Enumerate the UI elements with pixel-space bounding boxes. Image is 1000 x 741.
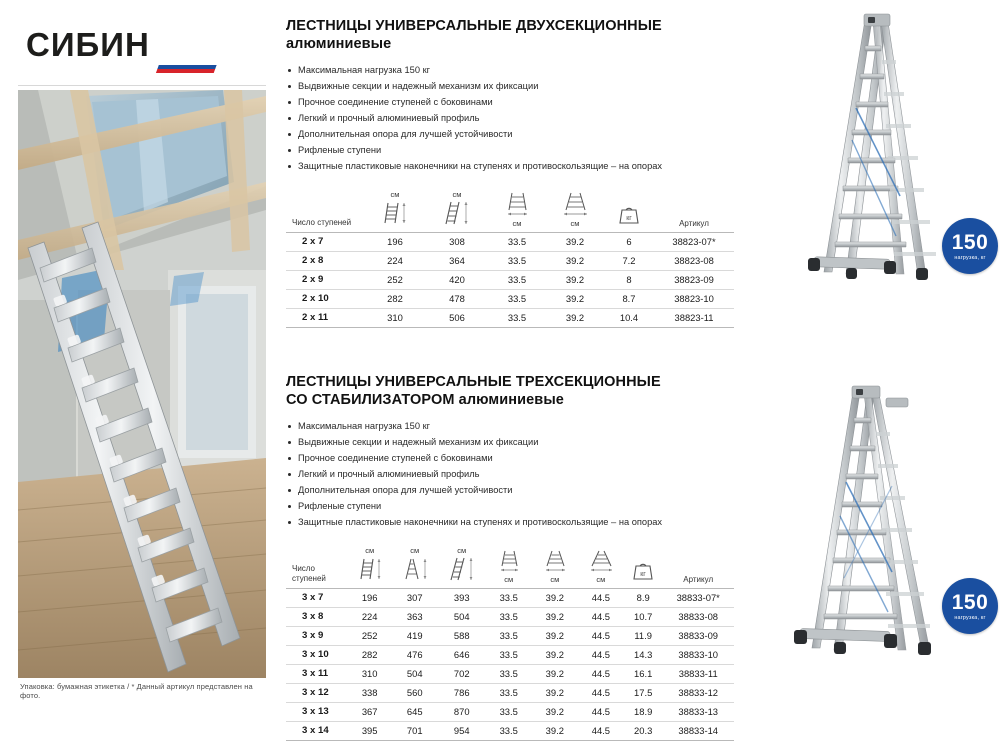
cell-steps: 3 х 12 xyxy=(286,683,348,702)
cell-extended: 504 xyxy=(438,607,486,626)
list-item: Защитные пластиковые наконечники на ступенях и противоскользящие – на опорах xyxy=(286,514,746,530)
table-row xyxy=(286,588,734,607)
list-item: Выдвижные секции и надежный механизм их фиксации xyxy=(286,434,746,450)
left-column xyxy=(18,14,266,700)
cell-width-top: 44.5 xyxy=(578,683,624,702)
cell-extended: 506 xyxy=(426,308,488,327)
col-width-top: см xyxy=(546,184,604,232)
col-article: Артикул xyxy=(654,184,734,232)
cell-weight: 8 xyxy=(604,270,654,289)
col-width-bottom: см xyxy=(488,184,546,232)
brand-name: СИБИН xyxy=(26,26,150,63)
cell-article: 38823-08 xyxy=(654,251,734,270)
weight-icon xyxy=(618,200,640,226)
list-item: Легкий и прочный алюминиевый профиль xyxy=(286,110,746,126)
cell-weight: 7.2 xyxy=(604,251,654,270)
width-bottom-icon xyxy=(496,549,522,573)
cell-folded: 338 xyxy=(348,683,392,702)
cell-folded: 282 xyxy=(364,289,426,308)
col-steps-count: Число ступеней xyxy=(286,184,364,232)
section-title-line2-sub: алюминиевые xyxy=(454,391,564,408)
cell-folded: 252 xyxy=(348,626,392,645)
section-two-section xyxy=(286,18,746,328)
cell-extended: 393 xyxy=(438,588,486,607)
ladder-folded-icon xyxy=(382,200,408,226)
cell-steps: 3 х 10 xyxy=(286,645,348,664)
list-item: Максимальная нагрузка 150 кг xyxy=(286,62,746,78)
cell-weight: 20.3 xyxy=(624,721,663,740)
cell-width-top: 44.5 xyxy=(578,721,624,740)
cell-weight: 10.4 xyxy=(604,308,654,327)
cell-width-top: 44.5 xyxy=(578,626,624,645)
product-two-section-image xyxy=(808,14,936,280)
cell-a-frame: 645 xyxy=(392,702,438,721)
cell-width-mid: 39.2 xyxy=(532,645,578,664)
feature-list xyxy=(286,62,746,174)
cell-width-mid: 39.2 xyxy=(532,607,578,626)
badge-number: 150 xyxy=(951,591,989,614)
badge-caption: нагрузка, кг xyxy=(954,615,986,621)
table-row xyxy=(286,607,734,626)
cell-folded: 310 xyxy=(364,308,426,327)
cell-steps: 3 х 14 xyxy=(286,721,348,740)
table-row xyxy=(286,289,734,308)
cell-a-frame: 560 xyxy=(392,683,438,702)
svg-text:кг: кг xyxy=(640,570,646,578)
cell-extended: 364 xyxy=(426,251,488,270)
cell-weight: 16.1 xyxy=(624,664,663,683)
cell-weight: 11.9 xyxy=(624,626,663,645)
cell-a-frame: 419 xyxy=(392,626,438,645)
cell-a-frame: 363 xyxy=(392,607,438,626)
list-item: Рифленые ступени xyxy=(286,142,746,158)
cell-folded: 224 xyxy=(364,251,426,270)
cell-width-top: 44.5 xyxy=(578,607,624,626)
cell-width-bottom: 33.5 xyxy=(488,270,546,289)
col-steps-count: Число ступеней xyxy=(286,540,348,588)
cell-width-mid: 39.2 xyxy=(532,683,578,702)
list-item: Дополнительная опора для лучшей устойчивости xyxy=(286,482,746,498)
table-row xyxy=(286,645,734,664)
spec-table-two-section xyxy=(286,184,734,328)
product-images-column xyxy=(760,0,1000,706)
cell-a-frame: 476 xyxy=(392,645,438,664)
product-three-section-image xyxy=(794,386,931,655)
cell-weight: 17.5 xyxy=(624,683,663,702)
section-title-line2-wrap xyxy=(286,392,746,410)
cell-steps: 3 х 13 xyxy=(286,702,348,721)
table-header-row xyxy=(286,184,734,232)
cell-steps: 3 х 9 xyxy=(286,626,348,645)
spec-table-three-section xyxy=(286,540,734,741)
cell-steps: 2 х 11 xyxy=(286,308,364,327)
cell-extended: 478 xyxy=(426,289,488,308)
cell-extended: 308 xyxy=(426,232,488,251)
cell-width-bottom: 33.5 xyxy=(486,721,532,740)
width-mid-icon xyxy=(542,549,568,573)
cell-steps: 2 х 7 xyxy=(286,232,364,251)
cell-width-top: 39.2 xyxy=(546,270,604,289)
ladder-extended-icon xyxy=(449,556,475,582)
load-badge-three-section xyxy=(942,578,998,634)
cell-steps: 2 х 10 xyxy=(286,289,364,308)
cell-folded: 367 xyxy=(348,702,392,721)
cell-steps: 3 х 11 xyxy=(286,664,348,683)
cell-article: 38823-09 xyxy=(654,270,734,289)
cell-steps: 3 х 8 xyxy=(286,607,348,626)
badge-number: 150 xyxy=(951,231,989,254)
list-item: Выдвижные секции и надежный механизм их фиксации xyxy=(286,78,746,94)
cell-article: 38833-14 xyxy=(662,721,734,740)
cell-article: 38833-11 xyxy=(662,664,734,683)
load-badge-two-section xyxy=(942,218,998,274)
cell-folded: 196 xyxy=(364,232,426,251)
cell-extended: 786 xyxy=(438,683,486,702)
table-row xyxy=(286,702,734,721)
cell-width-bottom: 33.5 xyxy=(486,683,532,702)
cell-width-mid: 39.2 xyxy=(532,626,578,645)
ladder-folded-icon xyxy=(358,556,382,582)
width-top-icon xyxy=(561,191,589,217)
cell-article: 38833-08 xyxy=(662,607,734,626)
cell-steps: 2 х 9 xyxy=(286,270,364,289)
col-width-top: см xyxy=(578,540,624,588)
list-item: Защитные пластиковые наконечники на ступенях и противоскользящие – на опорах xyxy=(286,158,746,174)
cell-width-bottom: 33.5 xyxy=(486,626,532,645)
cell-width-bottom: 33.5 xyxy=(486,702,532,721)
cell-article: 38833-13 xyxy=(662,702,734,721)
section-three-section xyxy=(286,374,746,741)
main-content xyxy=(286,18,746,741)
cell-width-top: 44.5 xyxy=(578,588,624,607)
cell-width-top: 44.5 xyxy=(578,702,624,721)
cell-weight: 18.9 xyxy=(624,702,663,721)
list-item: Максимальная нагрузка 150 кг xyxy=(286,418,746,434)
cell-extended: 870 xyxy=(438,702,486,721)
cell-article: 38833-07* xyxy=(662,588,734,607)
cell-width-bottom: 33.5 xyxy=(488,308,546,327)
feature-list xyxy=(286,418,746,530)
section-title-line1: ЛЕСТНИЦЫ УНИВЕРСАЛЬНЫЕ ДВУХСЕКЦИОННЫЕ xyxy=(286,18,662,34)
cell-extended: 702 xyxy=(438,664,486,683)
table-row xyxy=(286,270,734,289)
cell-extended: 420 xyxy=(426,270,488,289)
ladder-a-frame-icon xyxy=(402,556,428,582)
cell-width-bottom: 33.5 xyxy=(486,645,532,664)
cell-extended: 646 xyxy=(438,645,486,664)
cell-weight: 6 xyxy=(604,232,654,251)
table-header-row xyxy=(286,540,734,588)
col-folded-length: см xyxy=(364,184,426,232)
cell-a-frame: 701 xyxy=(392,721,438,740)
cell-width-top: 39.2 xyxy=(546,308,604,327)
cell-width-top: 39.2 xyxy=(546,251,604,270)
cell-a-frame: 307 xyxy=(392,588,438,607)
cell-article: 38823-10 xyxy=(654,289,734,308)
cell-folded: 252 xyxy=(364,270,426,289)
application-photo xyxy=(18,90,266,678)
cell-article: 38823-07* xyxy=(654,232,734,251)
col-a-frame-height: см xyxy=(392,540,438,588)
cell-width-bottom: 33.5 xyxy=(486,664,532,683)
col-weight xyxy=(624,540,663,588)
table-row xyxy=(286,664,734,683)
cell-width-bottom: 33.5 xyxy=(488,251,546,270)
table-body xyxy=(286,232,734,327)
section-title-line1: ЛЕСТНИЦЫ УНИВЕРСАЛЬНЫЕ ТРЕХСЕКЦИОННЫЕ xyxy=(286,373,661,390)
cell-width-mid: 39.2 xyxy=(532,721,578,740)
table-row xyxy=(286,251,734,270)
cell-width-mid: 39.2 xyxy=(532,588,578,607)
cell-weight: 10.7 xyxy=(624,607,663,626)
cell-width-top: 39.2 xyxy=(546,289,604,308)
list-item: Легкий и прочный алюминиевый профиль xyxy=(286,466,746,482)
col-folded-length: см xyxy=(348,540,392,588)
cell-article: 38833-12 xyxy=(662,683,734,702)
cell-folded: 395 xyxy=(348,721,392,740)
cell-width-mid: 39.2 xyxy=(532,664,578,683)
cell-width-top: 44.5 xyxy=(578,664,624,683)
section-title xyxy=(286,374,746,409)
flag-icon xyxy=(156,61,218,73)
table-row xyxy=(286,232,734,251)
table-row xyxy=(286,721,734,740)
cell-weight: 14.3 xyxy=(624,645,663,664)
badge-caption: нагрузка, кг xyxy=(954,255,986,261)
col-extended-length: см xyxy=(426,184,488,232)
list-item: Прочное соединение ступеней с боковинами xyxy=(286,94,746,110)
cell-a-frame: 504 xyxy=(392,664,438,683)
section-title-line2: СО СТАБИЛИЗАТОРОМ xyxy=(286,391,455,408)
svg-text:кг: кг xyxy=(626,214,632,222)
cell-width-mid: 39.2 xyxy=(532,702,578,721)
cell-article: 38823-11 xyxy=(654,308,734,327)
cell-article: 38833-10 xyxy=(662,645,734,664)
cell-folded: 282 xyxy=(348,645,392,664)
cell-folded: 196 xyxy=(348,588,392,607)
table-row xyxy=(286,308,734,327)
section-title-line2: алюминиевые xyxy=(286,35,392,52)
list-item: Дополнительная опора для лучшей устойчивости xyxy=(286,126,746,142)
table-row xyxy=(286,683,734,702)
cell-extended: 588 xyxy=(438,626,486,645)
cell-weight: 8.7 xyxy=(604,289,654,308)
section-title xyxy=(286,18,746,53)
cell-width-top: 39.2 xyxy=(546,232,604,251)
cell-width-bottom: 33.5 xyxy=(488,232,546,251)
cell-width-top: 44.5 xyxy=(578,645,624,664)
brand-logo xyxy=(18,14,266,86)
width-bottom-icon xyxy=(503,191,531,217)
list-item: Прочное соединение ступеней с боковинами xyxy=(286,450,746,466)
col-width-bottom: см xyxy=(486,540,532,588)
cell-width-bottom: 33.5 xyxy=(488,289,546,308)
col-weight xyxy=(604,184,654,232)
packaging-footnote: Упаковка: бумажная этикетка / * Данный артикул представлен на фото. xyxy=(20,682,253,700)
col-width-mid: см xyxy=(532,540,578,588)
cell-steps: 3 х 7 xyxy=(286,588,348,607)
col-article: Артикул xyxy=(662,540,734,588)
cell-width-bottom: 33.5 xyxy=(486,607,532,626)
table-body xyxy=(286,588,734,740)
col-extended-length: см xyxy=(438,540,486,588)
width-top-icon xyxy=(588,549,614,573)
ladder-extended-icon xyxy=(444,200,470,226)
cell-folded: 310 xyxy=(348,664,392,683)
cell-steps: 2 х 8 xyxy=(286,251,364,270)
table-row xyxy=(286,626,734,645)
weight-icon xyxy=(632,556,654,582)
cell-extended: 954 xyxy=(438,721,486,740)
cell-folded: 224 xyxy=(348,607,392,626)
cell-weight: 8.9 xyxy=(624,588,663,607)
list-item: Рифленые ступени xyxy=(286,498,746,514)
cell-width-bottom: 33.5 xyxy=(486,588,532,607)
cell-article: 38833-09 xyxy=(662,626,734,645)
